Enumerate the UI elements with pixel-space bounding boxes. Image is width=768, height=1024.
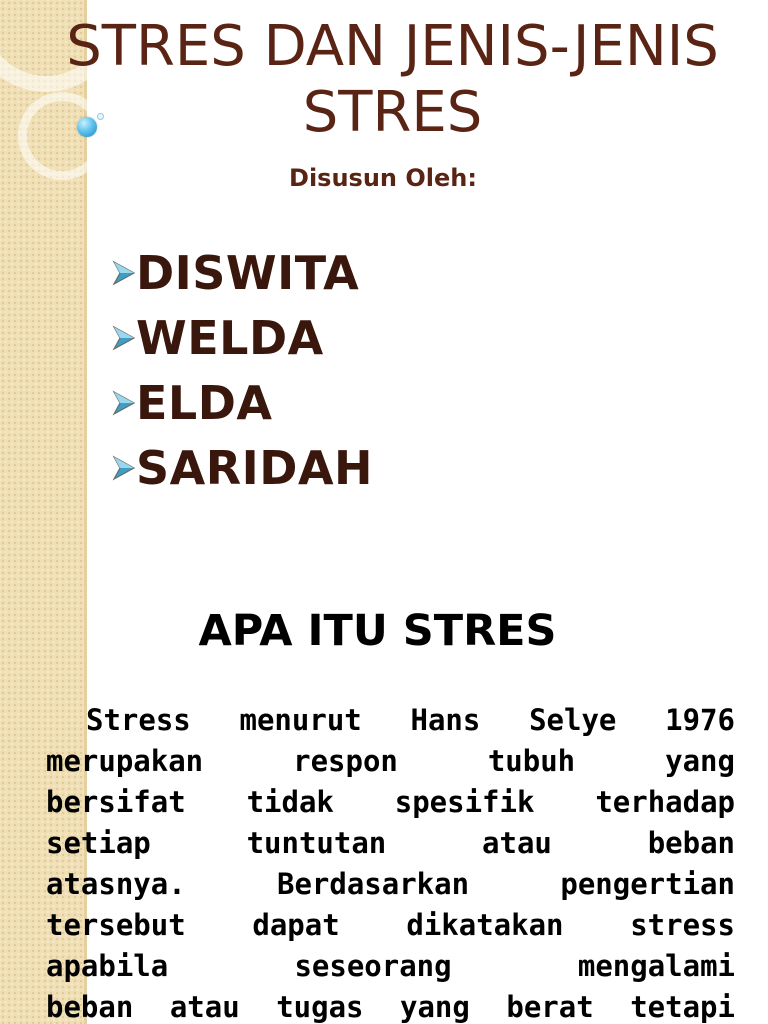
paragraph-word: beban <box>647 826 735 860</box>
paragraph-word: 1976 <box>665 703 735 737</box>
author-name: DISWITA <box>136 245 360 300</box>
paragraph-word: atasnya. <box>46 867 186 901</box>
slide-subtitle: Disusun Oleh: <box>289 164 477 192</box>
paragraph-word: tugas <box>276 990 364 1024</box>
paragraph-line <box>46 823 735 864</box>
arrow-bullet-icon <box>112 258 136 288</box>
paragraph-word: atau <box>482 826 552 860</box>
paragraph-word: stress <box>630 908 735 942</box>
paragraph-word: spesifik <box>394 785 535 819</box>
slide-title <box>40 14 745 146</box>
paragraph-line <box>46 700 735 741</box>
paragraph-word: Selye <box>529 703 617 737</box>
section-heading: APA ITU STRES <box>198 606 557 656</box>
paragraph-line <box>46 946 735 987</box>
arrow-bullet-icon <box>112 388 136 418</box>
definition-paragraph <box>46 700 735 1024</box>
paragraph-word: apabila <box>46 949 169 983</box>
paragraph-word: berat <box>506 990 594 1024</box>
author-item <box>112 240 373 305</box>
title-line-2: STRES <box>302 80 483 145</box>
paragraph-word: Hans <box>410 703 481 737</box>
paragraph-word: menurut <box>239 703 362 737</box>
author-list <box>112 240 373 500</box>
author-item <box>112 370 373 435</box>
paragraph-word: tubuh <box>487 744 576 778</box>
author-name: ELDA <box>136 375 273 430</box>
paragraph-word: yang <box>665 744 735 778</box>
author-name: WELDA <box>136 310 324 365</box>
paragraph-word: beban <box>46 990 134 1024</box>
paragraph-word: setiap <box>46 826 151 860</box>
paragraph-word: tuntutan <box>246 826 387 860</box>
paragraph-word: Stress <box>86 703 191 737</box>
paragraph-line <box>46 905 735 946</box>
paragraph-word: merupakan <box>46 744 204 778</box>
paragraph-word: Berdasarkan <box>277 867 470 901</box>
paragraph-line <box>46 741 735 782</box>
paragraph-word: tersebut <box>46 908 186 942</box>
paragraph-word: terhadap <box>595 785 735 819</box>
paragraph-word: pengertian <box>560 867 735 901</box>
paragraph-word: atau <box>169 990 240 1024</box>
paragraph-word: tidak <box>246 785 334 819</box>
paragraph-line <box>46 987 735 1024</box>
arrow-bullet-icon <box>112 453 136 483</box>
author-name: SARIDAH <box>136 440 374 495</box>
paragraph-word: tetapi <box>630 990 735 1024</box>
title-line-1: STRES DAN JENIS-JENIS <box>66 14 719 79</box>
paragraph-word: dikatakan <box>406 908 564 942</box>
arrow-bullet-icon <box>112 323 136 353</box>
paragraph-word: bersifat <box>46 785 186 819</box>
paragraph-line <box>46 864 735 905</box>
paragraph-line <box>46 782 735 823</box>
paragraph-word: dapat <box>252 908 340 942</box>
paragraph-word: seseorang <box>294 949 452 983</box>
paragraph-word: yang <box>400 990 470 1024</box>
author-item <box>112 435 373 500</box>
author-item <box>112 305 373 370</box>
paragraph-word: mengalami <box>577 949 735 983</box>
paragraph-word: respon <box>293 744 398 778</box>
